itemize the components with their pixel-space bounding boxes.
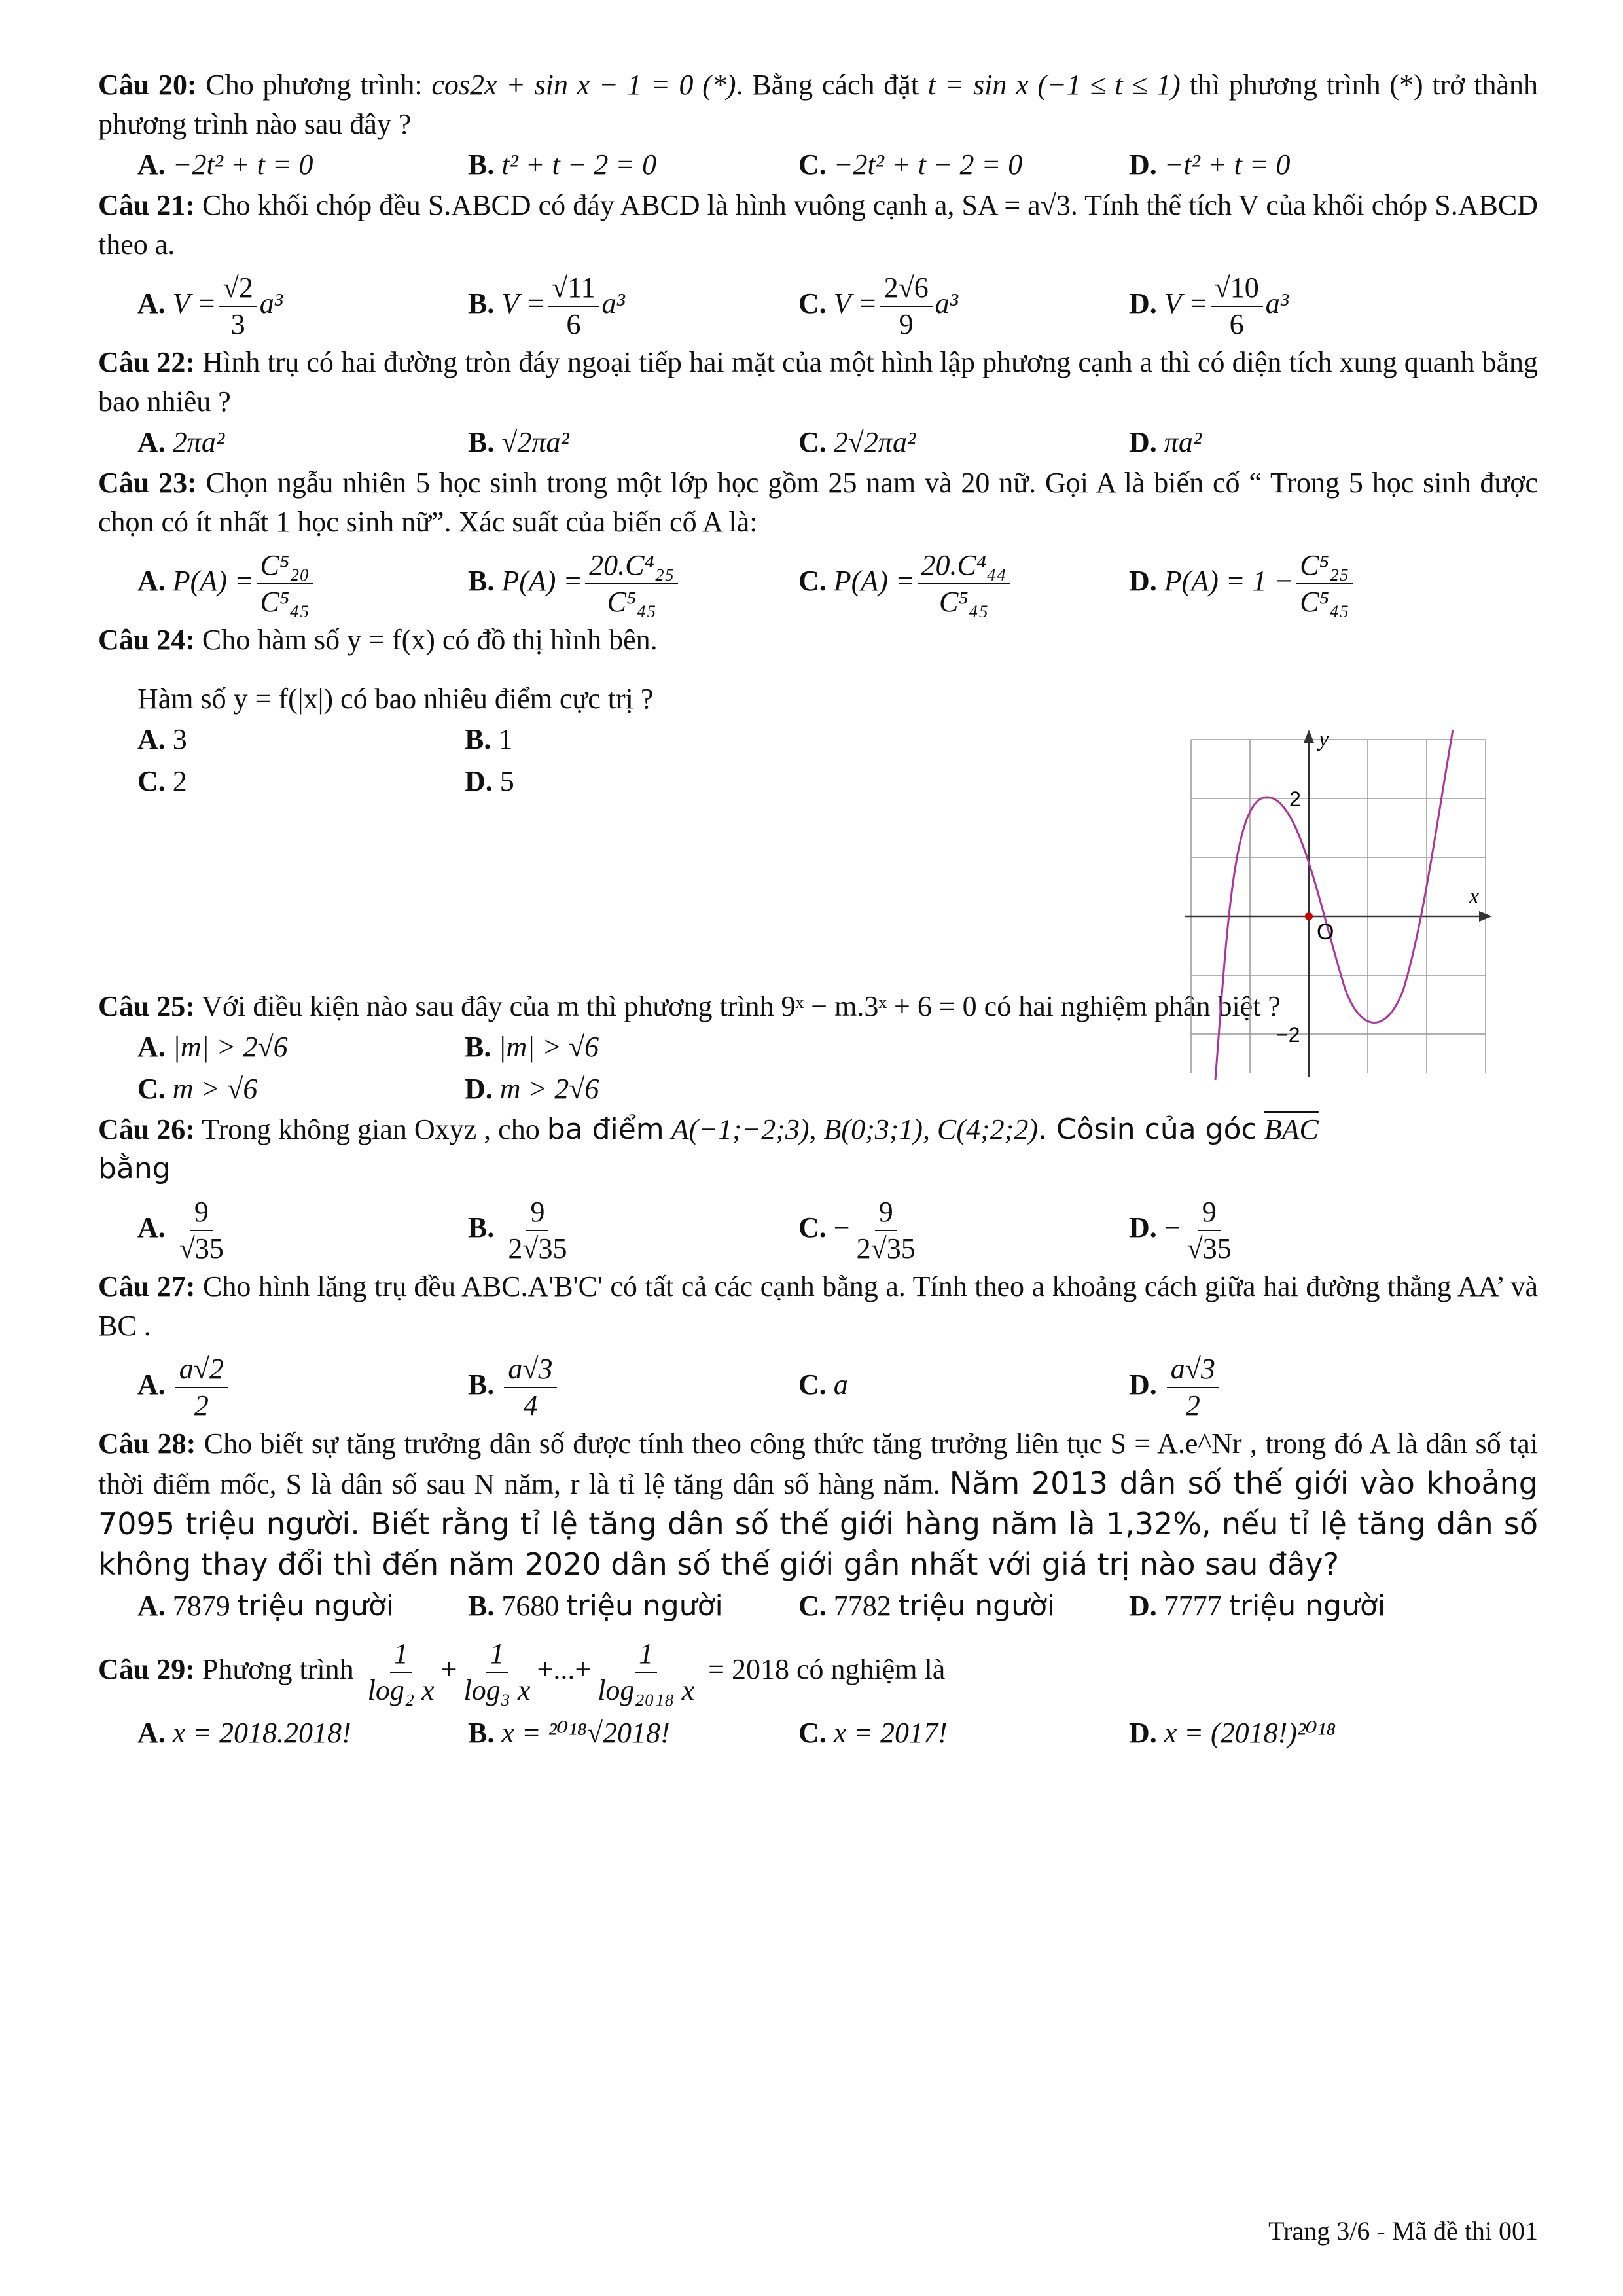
angle-bac: $\overline{BAC}$ <box>1264 1113 1319 1145</box>
option-b: B. x = ²⁰¹⁸√2018! <box>468 1717 670 1749</box>
grid-lines <box>1191 740 1486 1073</box>
cubic-curve <box>1215 730 1453 1080</box>
answer-options <box>98 542 1538 620</box>
answer-options <box>98 264 1538 343</box>
option-b: B. P(A) = $\frac{\text{20.C⁴₂₅}}{\text{C⁵₄₅}}$ <box>468 542 798 620</box>
answer-options <box>98 144 1538 186</box>
question-number: Câu 28: <box>98 1427 196 1460</box>
question-23: Câu 23: Chọn ngẫu nhiên 5 học sinh trong một lớp học gồm 25 nam và 20 nữ. Gọi A là biến cố “ Trong 5 học sinh được chọn có ít nhất 1 học sinh nữ”. Xác suất của biến cố A là: A. P(A) = $\frac{\text{C⁵₂₀}}{\text{C⁵₄₅}}$ B. P(A) = $\frac{\text{20.C⁴₂₅}}{\text{C⁵₄₅}}$ C. P(A) = $\frac{\text{20.C⁴₄₄}}{\text{C⁵₄₅}}$ D. P(A) = 1 − $\frac{\text{C⁵₂₅}}{\text{C⁵₄₅}}$ <box>98 463 1538 620</box>
option-c: C. m > √6 <box>137 1073 258 1105</box>
question-number: Câu 20: <box>98 69 197 101</box>
option-d: D. − $\frac{9}{√35}$ <box>1129 1195 1232 1265</box>
answer-options <box>98 1585 1538 1627</box>
question-22: Câu 22: Hình trụ có hai đường tròn đáy ngoại tiếp hai mặt của một hình lập phương cạnh a thì có diện tích xung quanh bằng bao nhiêu ? A. 2πa² B. √2πa² C. 2√2πa² D. πa² <box>98 343 1538 463</box>
option-d: D. V = $\frac{√10}{6}$ a³ <box>1129 271 1289 340</box>
question-number: Câu 23: <box>98 467 197 499</box>
option-b: B. $\frac{a√3}{4}$ <box>468 1346 798 1424</box>
question-number: Câu 26: <box>98 1113 195 1145</box>
option-b: B. √2πa² <box>468 426 569 458</box>
option-a: A. 3 <box>137 723 187 755</box>
option-b: B. V = $\frac{√11}{6}$ a³ <box>468 271 625 340</box>
question-25: Câu 25: Với điều kiện nào sau đây của m thì phương trình 9ˣ − m.3ˣ + 6 = 0 có hai nghiệm phân biệt ? A. |m| > 2√6 B. |m| > √6 C. m > √6 D. m > 2√6 <box>98 987 1538 1110</box>
question-number: Câu 29: <box>98 1653 195 1685</box>
question-28: Câu 28: Cho biết sự tăng trưởng dân số được tính theo công thức tăng trưởng liên tục S = A.e^Nr , trong đó A là dân số tại thời điểm mốc, S là dân số sau N năm, r là tỉ lệ tăng dân số hàng năm. Năm 2013 dân số thế giới vào khoảng 7095 triệu người. Biết rằng tỉ lệ tăng dân số thế giới hàng năm là 1,32%, nếu tỉ lệ tăng dân số không thay đổi thì đến năm 2020 dân số thế giới gần nhất với giá trị nào sau đây? A. 7879 triệu người B. 7680 triệu người C. 7782 triệu người D. 7777 triệu người <box>98 1424 1538 1627</box>
option-b: B. t² + t − 2 = 0 <box>468 149 657 181</box>
question-number: Câu 25: <box>98 990 195 1022</box>
answer-options <box>98 422 1538 463</box>
option-a: A. $\frac{9}{√35}$ <box>137 1195 224 1265</box>
option-c: C. − $\frac{9}{2√35}$ <box>798 1195 916 1265</box>
option-c: C. x = 2017! <box>798 1717 948 1749</box>
option-d: D. −t² + t = 0 <box>1129 149 1291 181</box>
option-a: A. −2t² + t = 0 <box>137 149 313 181</box>
answer-options <box>98 1189 1538 1267</box>
question-number: Câu 21: <box>98 189 195 221</box>
option-a: A. $\frac{a√2}{2}$ <box>137 1346 468 1424</box>
question-24: Câu 24: Cho hàm số y = f(x) có đồ thị hình bên. Hàm số y = f(|x|) có bao nhiêu điểm cực trị ? A. 3 B. 1 C. 2 D. 5 <box>98 620 1538 987</box>
option-c: C. P(A) = $\frac{\text{20.C⁴₄₄}}{\text{C⁵₄₅}}$ <box>798 542 1129 620</box>
tick-label-neg2: −2 <box>1276 1023 1300 1047</box>
page-footer: Trang 3/6 - Mã đề thi 001 <box>1268 2216 1538 2246</box>
option-c: C. 2√2πa² <box>798 426 916 458</box>
answer-options <box>98 1712 1538 1754</box>
option-a: A. V = $\frac{√2}{3}$ a³ <box>137 271 283 340</box>
option-d: D. P(A) = 1 − $\frac{\text{C⁵₂₅}}{\text{C⁵₄₅}}$ <box>1129 542 1459 620</box>
option-a: A. 2πa² <box>137 426 225 458</box>
option-c: C. −2t² + t − 2 = 0 <box>798 149 1023 181</box>
question-21: Câu 21: Cho khối chóp đều S.ABCD có đáy ABCD là hình vuông cạnh a, SA = a√3. Tính thể tích V của khối chóp S.ABCD theo a. A. V = $\frac{√2}{3}$ a³ B. V = $\frac{√11}{6}$ a³ C. V = $\frac{2√6}{9}$ a³ D. V = $\frac{√10}{6}$ a³ <box>98 186 1538 343</box>
option-b: B. $\frac{9}{2√35}$ <box>468 1195 567 1265</box>
function-graph <box>1178 726 1492 1080</box>
question-29: Câu 29: Phương trình $\frac{1}{\text{log₂ x}}$ + $\frac{1}{\text{log₃ x}}$ +...+ $\frac{1}{\text{log₂₀₁₈ x}}$ = 2018 có nghiệm là A. x = 2018.2018! B. x = ²⁰¹⁸√2018! C. x = 2017! D. x = (2018!)²⁰¹⁸ <box>98 1627 1538 1754</box>
option-a: A. x = 2018.2018! <box>137 1717 351 1749</box>
option-a: A. |m| > 2√6 <box>137 1031 288 1063</box>
question-number: Câu 24: <box>98 624 195 656</box>
option-c: C. a <box>798 1369 848 1401</box>
option-c: C. 7782 triệu người <box>798 1589 1056 1623</box>
origin-label: O <box>1317 920 1334 944</box>
option-b: B. 1 <box>465 723 513 755</box>
question-27: Câu 27: Cho hình lăng trụ đều ABC.A'B'C' có tất cả các cạnh bằng a. Tính theo a khoảng cách giữa hai đường thẳng AA’ và BC . A. $\frac{a√2}{2}$ B. $\frac{a√3}{4}$ C. a D. $\frac{a√3}{2}$ <box>98 1267 1538 1424</box>
option-a: A. P(A) = $\frac{\text{C⁵₂₀}}{\text{C⁵₄₅}}$ <box>137 542 468 620</box>
question-number: Câu 22: <box>98 346 196 378</box>
option-b: B. |m| > √6 <box>465 1031 599 1063</box>
answer-options <box>98 1346 1538 1424</box>
tick-label-2: 2 <box>1289 787 1301 811</box>
question-number: Câu 27: <box>98 1270 196 1302</box>
option-d: D. m > 2√6 <box>465 1073 599 1105</box>
equation: cos2x + sin x − 1 = 0 (*) <box>431 69 736 101</box>
option-b: B. 7680 triệu người <box>468 1589 723 1623</box>
option-d: D. x = (2018!)²⁰¹⁸ <box>1129 1717 1336 1749</box>
origin-point <box>1305 912 1313 920</box>
option-a: A. 7879 triệu người <box>137 1589 395 1623</box>
option-d: D. 5 <box>465 765 514 797</box>
question-26: Câu 26: Trong không gian Oxyz , cho ba điểm A(−1;−2;3), B(0;3;1), C(4;2;2). Côsin của góc $\overline{BAC}$ bằng A. $\frac{9}{√35}$ B. $\frac{9}{2√35}$ C. − $\frac{9}{2√35}$ D. − $\frac{9}{√35}$ <box>98 1110 1538 1267</box>
option-d: D. 7777 triệu người <box>1129 1589 1386 1623</box>
y-axis-arrow <box>1304 730 1314 743</box>
option-c: C. V = $\frac{2√6}{9}$ a³ <box>798 271 958 340</box>
option-c: C. 2 <box>137 765 187 797</box>
option-d: D. $\frac{a√3}{2}$ <box>1129 1346 1459 1424</box>
y-axis-label: y <box>1319 727 1329 751</box>
option-d: D. πa² <box>1129 426 1202 458</box>
question-20: Câu 20: Cho phương trình: cos2x + sin x − 1 = 0 (*). Bằng cách đặt t = sin x (−1 ≤ t ≤ 1) thì phương trình (*) trở thành phương trình nào sau đây ? A. −2t² + t = 0 B. t² + t − 2 = 0 C. −2t² + t − 2 = 0 D. −t² + t = 0 <box>98 65 1538 186</box>
substitution: t = sin x (−1 ≤ t ≤ 1) <box>927 69 1181 101</box>
x-axis-label: x <box>1469 884 1480 908</box>
